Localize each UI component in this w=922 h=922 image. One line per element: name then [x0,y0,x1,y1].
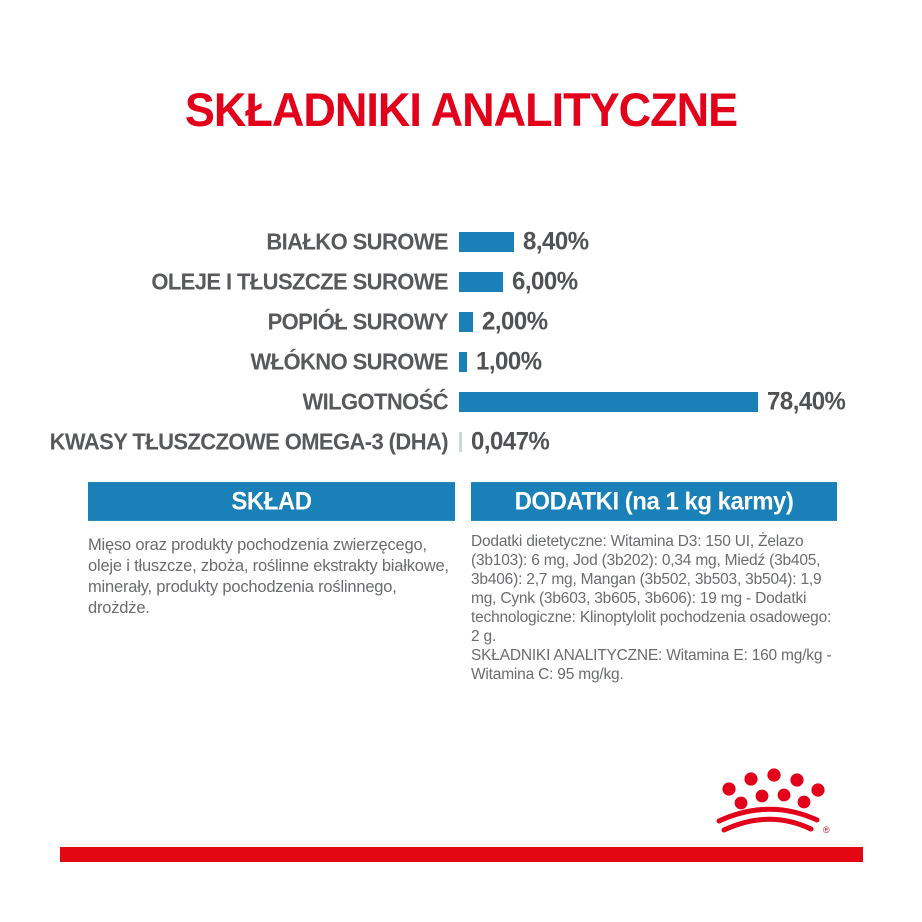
chart-bar [459,312,473,332]
composition-section [88,483,455,619]
chart-value-label: 2,00% [482,307,548,336]
chart-row [0,302,922,342]
chart-value-label: 8,40% [523,227,589,256]
chart-value-label: 78,40% [767,387,846,416]
composition-text: Mięso oraz produkty pochodzenia zwierzęcego, oleje i tłuszcze, zboża, roślinne ekstrakty białkowe, minerały, produkty pochodzenia roślinnego, drożdże. [88,536,449,617]
chart-value-label: 6,00% [512,267,578,296]
chart-category-label: BIAŁKO SUROWE [266,228,448,255]
chart-value-label: 1,00% [476,347,542,376]
chart-category-label: WILGOTNOŚĆ [302,388,448,415]
royal-canin-crown-icon [704,758,834,838]
additives-header: DODATKI (na 1 kg karmy) [471,482,837,521]
chart-row [0,262,922,302]
additives-dietary-text: Dodatki dietetyczne: Witamina D3: 150 UI, Żelazo (3b103): 6 mg, Jod (3b202): 0,34 mg, Miedź (3b405, 3b406): 2,7 mg, Mangan (3b502, 3b503, 3b504): 1,9 mg, Cynk (3b603, 3b605, 3b606): 19 mg - Dodatki technologiczne: Klinoptylolit pochodzenia osadowego: 2 g. [471,533,832,645]
chart-category-label: KWASY TŁUSZCZOWE OMEGA-3 (DHA) [49,428,448,455]
chart-value-label: 0,047% [471,427,550,456]
chart-row [0,342,922,382]
additives-section [471,483,837,684]
chart-row [0,382,922,422]
chart-bar [459,432,462,452]
chart-bar [459,272,503,292]
chart-category-label: WŁÓKNO SUROWE [250,348,448,375]
chart-bar [459,232,514,252]
analytical-components-bar-chart [0,222,922,462]
additives-body [471,532,837,684]
composition-body [88,535,455,619]
composition-header: SKŁAD [88,482,455,521]
chart-category-label: POPIÓŁ SUROWY [267,308,448,335]
bottom-red-bar [60,847,863,862]
chart-row [0,422,922,462]
page-title: SKŁADNIKI ANALITYCZNE [184,82,738,137]
chart-row [0,222,922,262]
chart-bar [459,392,758,412]
chart-category-label: OLEJE I TŁUSZCZE SUROWE [151,268,448,295]
chart-bar [459,352,467,372]
registered-mark: ® [823,825,830,835]
additives-analytical-text: SKŁADNIKI ANALITYCZNE: Witamina E: 160 mg/kg - Witamina C: 95 mg/kg. [471,647,832,683]
